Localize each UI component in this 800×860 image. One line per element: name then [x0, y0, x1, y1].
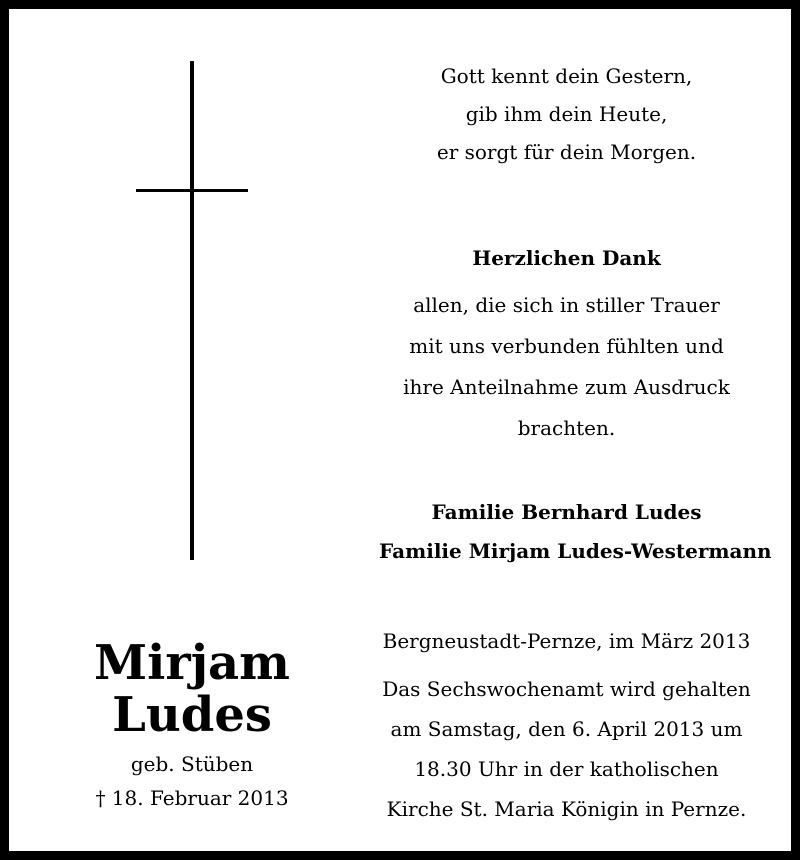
mass-line: Das Sechswochenamt wird gehalten	[382, 677, 751, 701]
family-name: Familie Bernhard Ludes	[431, 500, 702, 524]
thanks-line: brachten.	[517, 416, 616, 440]
motto-line: gib ihm dein Heute,	[465, 102, 668, 126]
thanks-line: allen, die sich in stiller Trauer	[413, 293, 720, 317]
deceased-death-date: † 18. Februar 2013	[95, 786, 289, 810]
deceased-first-name: Mirjam	[94, 635, 290, 691]
family-name: Familie Mirjam Ludes-Westermann	[379, 539, 772, 563]
deceased-last-name: Ludes	[112, 687, 272, 743]
thanks-text	[379, 285, 754, 449]
mass-announcement	[379, 669, 754, 829]
deceased-birth-name: geb. Stüben	[130, 752, 254, 776]
motto-verse	[379, 57, 754, 171]
mass-line: Kirche St. Maria Königin in Pernze.	[386, 797, 747, 821]
deceased-name-block	[69, 637, 315, 815]
motto-line: Gott kennt dein Gestern,	[440, 64, 693, 88]
motto-line: er sorgt für dein Morgen.	[436, 140, 697, 164]
cross-icon	[190, 61, 194, 560]
thanks-line: mit uns verbunden fühlten und	[409, 334, 724, 358]
thanks-line: ihre Anteilnahme zum Ausdruck	[403, 375, 730, 399]
place-and-date: Bergneustadt-Pernze, im März 2013	[382, 629, 751, 653]
family-signatures	[379, 493, 772, 571]
mass-line: 18.30 Uhr in der katholischen	[414, 757, 719, 781]
mass-line: am Samstag, den 6. April 2013 um	[390, 717, 743, 741]
cross-icon-crossbar	[136, 189, 248, 192]
thanks-heading: Herzlichen Dank	[472, 246, 661, 270]
